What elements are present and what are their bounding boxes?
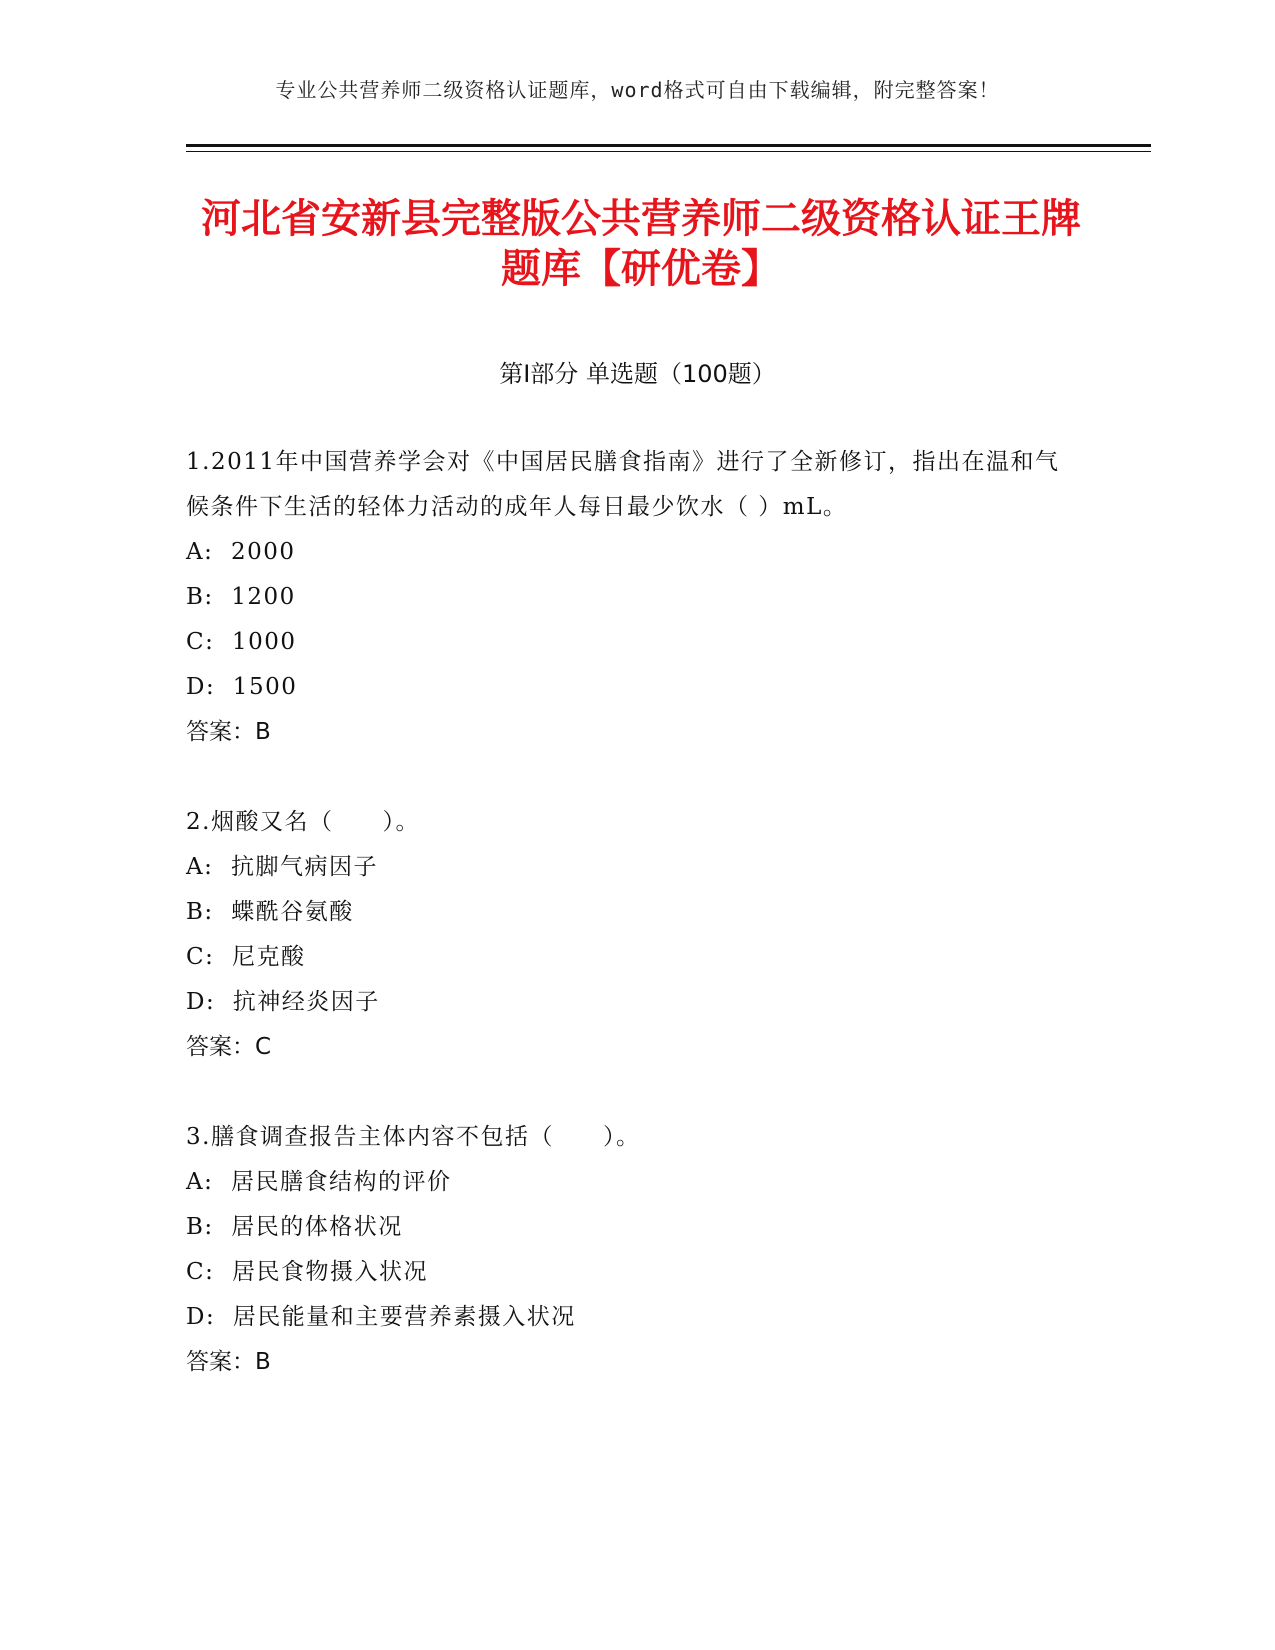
- answer: 答案：C: [186, 1034, 272, 1060]
- option-a: A: 居民膳食结构的评价: [186, 1169, 452, 1195]
- document-title: 河北省安新县完整版公共营养师二级资格认证王牌题库【研优卷】: [201, 196, 1081, 292]
- question-stem: 2.烟酸又名（ ）。: [186, 809, 420, 835]
- question-stem: 3.膳食调查报告主体内容不包括（ ）。: [186, 1124, 641, 1150]
- question-2: [186, 800, 1066, 1070]
- question-list: [186, 440, 1066, 1430]
- option-d: D: 1500: [186, 674, 298, 700]
- option-c: C: 尼克酸: [186, 944, 306, 970]
- option-a: A: 2000: [186, 539, 296, 565]
- answer: 答案：B: [186, 1349, 271, 1375]
- option-b: B: 居民的体格状况: [186, 1214, 403, 1240]
- option-b: B: 1200: [186, 584, 296, 610]
- option-d: D: 抗神经炎因子: [186, 989, 380, 1015]
- section-heading: 第Ⅰ部分 单选题（100题）: [499, 360, 776, 388]
- answer: 答案：B: [186, 719, 271, 745]
- option-a: A: 抗脚气病因子: [186, 854, 378, 880]
- question-3: [186, 1115, 1066, 1385]
- question-1: [186, 440, 1066, 755]
- option-b: B: 蝶酰谷氨酸: [186, 899, 354, 925]
- header-note: 专业公共营养师二级资格认证题库，word格式可自由下载编辑，附完整答案！: [275, 78, 1000, 102]
- option-d: D: 居民能量和主要营养素摄入状况: [186, 1304, 576, 1330]
- question-stem: 1.2011年中国营养学会对《中国居民膳食指南》进行了全新修订，指出在温和气候条件下生活的轻体力活动的成年人每日最少饮水（ ）mL。: [186, 449, 1060, 520]
- header-rule-thin: [186, 151, 1151, 152]
- option-c: C: 居民食物摄入状况: [186, 1259, 428, 1285]
- option-c: C: 1000: [186, 629, 297, 655]
- header-rule: [186, 144, 1151, 147]
